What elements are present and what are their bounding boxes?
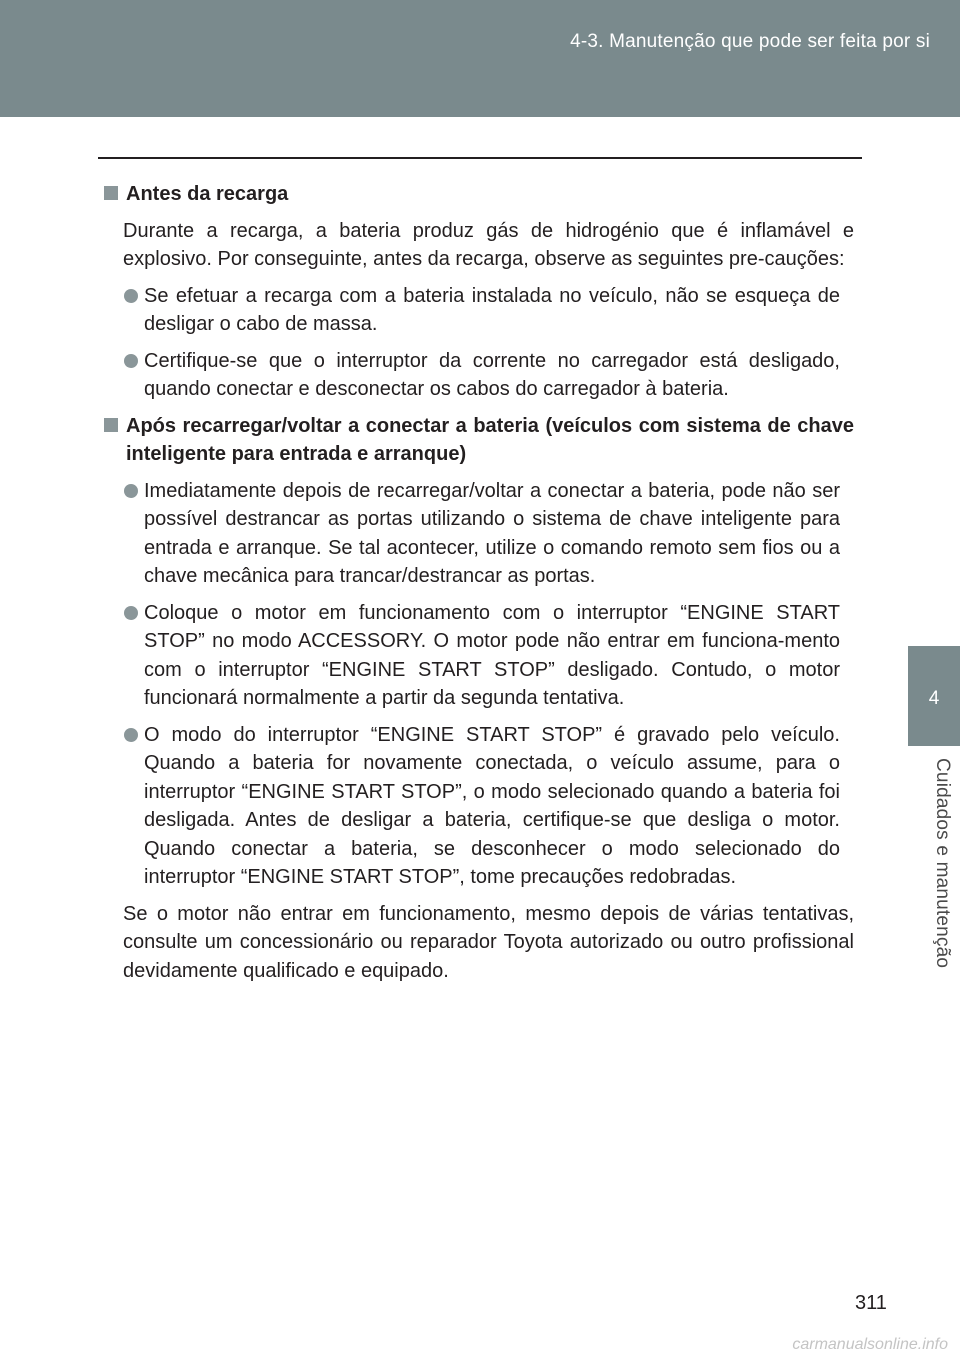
list-item-text: Imediatamente depois de recarregar/voltar a conectar a bateria, pode não ser possível destrancar as portas utilizando o sistema de chave inteligente para entrada e arranque. Se tal acontecer, utilize o comando remoto sem fios ou a chave mecânica para trancar/destrancar as portas. — [144, 479, 840, 587]
circle-bullet-icon — [124, 606, 138, 620]
list-item — [104, 599, 840, 713]
heading-text: Antes da recarga — [126, 183, 289, 205]
list-item — [104, 477, 840, 591]
section-title: 4-3. Manutenção que pode ser feita por si — [570, 31, 930, 52]
heading-text: Após recarregar/voltar a conectar a bateria (veículos com sistema de chave inteligente para entrada e arranque) — [126, 414, 854, 465]
chapter-label: Cuidados e manutenção — [932, 758, 953, 969]
chapter-tab — [908, 646, 960, 746]
paragraph: Durante a recarga, a bateria produz gás de hidrogénio que é inflamável e explosivo. Por conseguinte, antes da recarga, observe as seguintes pre-cauções: — [123, 219, 854, 270]
paragraph: Se o motor não entrar em funcionamento, mesmo depois de várias tentativas, consulte um concessionário ou reparador Toyota autorizado ou outro profissional devidamente qualificado e equipado. — [123, 902, 854, 982]
circle-bullet-icon — [124, 289, 138, 303]
page-header — [0, 0, 960, 117]
list-item-text: O modo do interruptor “ENGINE START STOP” é gravado pelo veículo. Quando a bateria for novamente conectada, o veículo assume, para o interruptor “ENGINE START STOP”, o modo selecionado quando a bateria foi desligada. Antes de desligar a bateria, certifique-se que desliga o motor. Quando conectar a bateria, se desconhecer o modo selecionado do interruptor “ENGINE START STOP”, tome precauções redobradas. — [144, 723, 840, 888]
circle-bullet-icon — [124, 484, 138, 498]
list-item-text: Se efetuar a recarga com a bateria instalada no veículo, não se esqueça de desligar o cabo de massa. — [144, 284, 840, 335]
circle-bullet-icon — [124, 354, 138, 368]
section-heading — [104, 412, 854, 469]
list-item-text: Coloque o motor em funcionamento com o interruptor “ENGINE START STOP” no modo ACCESSORY. O motor pode não entrar em funciona-mento com o interruptor “ENGINE START STOP” desligado. Contudo, o motor funcionará normalmente a partir da segunda tentativa. — [144, 601, 840, 709]
square-bullet-icon — [104, 186, 118, 200]
watermark: carmanualsonline.info — [792, 1336, 948, 1353]
list-item — [104, 282, 840, 339]
page-number: 311 — [855, 1292, 887, 1314]
square-bullet-icon — [104, 418, 118, 432]
list-item — [104, 347, 840, 404]
section-heading — [104, 180, 854, 209]
list-item — [104, 721, 840, 892]
chapter-number: 4 — [928, 688, 940, 709]
header-rule — [98, 157, 862, 159]
page-content — [104, 180, 854, 993]
circle-bullet-icon — [124, 728, 138, 742]
list-item-text: Certifique-se que o interruptor da corrente no carregador está desligado, quando conectar e desconectar os cabos do carregador à bateria. — [144, 349, 840, 400]
